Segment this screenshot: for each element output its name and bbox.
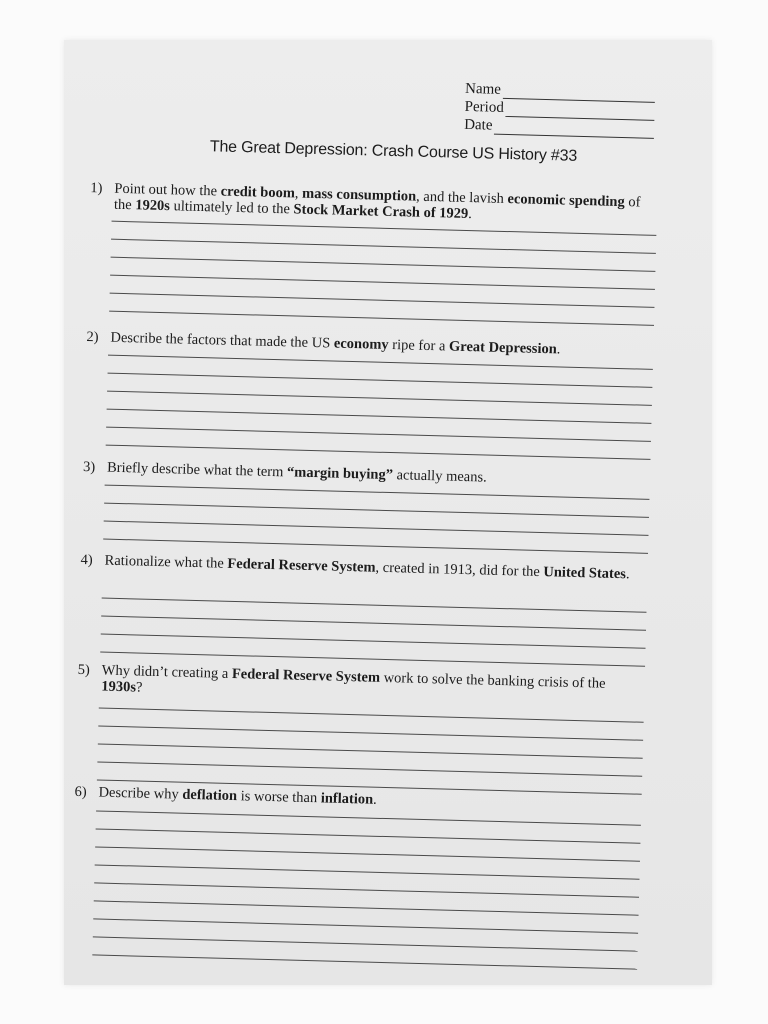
answer-lines-6[interactable] [92, 810, 641, 986]
answer-line[interactable] [93, 918, 638, 933]
answer-line[interactable] [110, 275, 655, 290]
question-number: 6) [74, 783, 87, 801]
answer-line[interactable] [97, 761, 642, 776]
question-key-term: inflation [320, 790, 374, 808]
question-number: 3) [82, 459, 96, 476]
answer-line[interactable] [107, 391, 652, 406]
date-blank-line[interactable] [494, 122, 654, 139]
answer-line[interactable] [96, 810, 641, 825]
question-text-part: Describe why [98, 784, 183, 803]
worksheet-content [52, 32, 725, 994]
answer-line[interactable] [96, 828, 641, 843]
answer-line[interactable] [98, 743, 643, 758]
question-text-part: , [294, 185, 303, 202]
question-key-term: economic spending [507, 191, 625, 211]
question-number: 5) [77, 661, 91, 679]
question-text-part: . [556, 341, 561, 358]
date-label: Date [463, 116, 493, 134]
answer-line[interactable] [104, 503, 649, 518]
answer-lines-1[interactable] [109, 221, 657, 343]
answer-line[interactable] [98, 725, 643, 740]
answer-line[interactable] [92, 954, 637, 969]
answer-line[interactable] [109, 311, 654, 326]
answer-line[interactable] [104, 521, 649, 536]
answer-line[interactable] [95, 846, 640, 861]
question-key-term: mass consumption [301, 185, 417, 205]
question-key-term: United States [543, 564, 627, 583]
question-number: 4) [80, 551, 93, 569]
question-key-term: “margin buying” [286, 464, 394, 484]
question-text-part: work to solve the banking crisis of the [379, 669, 606, 692]
answer-line[interactable] [94, 882, 639, 897]
question-text-part: ? [135, 679, 143, 696]
question-text-part: actually means. [392, 467, 487, 486]
question-text-part: . [468, 206, 473, 223]
answer-line[interactable] [101, 616, 646, 631]
question-text-part: of the [113, 194, 641, 214]
question-text-part: . [625, 566, 630, 583]
answer-line[interactable] [102, 598, 647, 613]
answer-line[interactable] [106, 445, 651, 460]
answer-line[interactable] [111, 257, 656, 272]
worksheet-title: The Great Depression: Crash Course US History #33 [209, 138, 578, 165]
answer-line[interactable] [106, 427, 651, 442]
question-key-term: Great Depression [448, 338, 557, 358]
question-text-part: is worse than [236, 788, 322, 807]
student-info-fields [464, 80, 655, 139]
answer-line[interactable] [110, 293, 655, 308]
question-text-part: Why didn’t creating a [101, 662, 233, 682]
question-text-part: Briefly describe what the term [106, 459, 288, 481]
question-text-part: , created in 1913, did for the [375, 559, 544, 581]
question-key-term: credit boom [220, 183, 296, 202]
question-number: 1) [90, 180, 103, 197]
question-text-part: , and the lavish [415, 188, 508, 208]
question-key-term: Federal Reserve System [231, 665, 381, 686]
period-label: Period [464, 98, 505, 116]
question-key-term: Stock Market Crash of 1929 [293, 201, 469, 222]
answer-line[interactable] [101, 634, 646, 649]
answer-line[interactable] [99, 707, 644, 722]
answer-line[interactable] [107, 409, 652, 424]
question-1 [90, 180, 651, 227]
answer-line[interactable] [95, 864, 640, 879]
question-text-part: Rationalize what the [104, 552, 228, 572]
name-label: Name [464, 80, 502, 98]
question-text-part: Describe the factors that made the US [110, 329, 335, 352]
question-text-part: ripe for a [388, 336, 450, 355]
question-key-term: 1920s [135, 197, 171, 215]
question-number: 2) [86, 329, 99, 346]
question-text [114, 181, 651, 227]
answer-line[interactable] [103, 539, 648, 554]
answer-line[interactable] [108, 373, 653, 388]
question-text-part: ultimately led to the [169, 198, 294, 218]
answer-lines-2[interactable] [105, 355, 653, 477]
question-text-part: Point out how the [114, 180, 221, 200]
question-key-term: economy [333, 335, 389, 353]
question-key-term: Federal Reserve System [227, 555, 376, 576]
question-key-term: deflation [182, 786, 238, 805]
answer-line[interactable] [111, 239, 656, 254]
question-text-part: . [372, 791, 377, 808]
question-key-term: 1930s [101, 678, 137, 696]
answer-line[interactable] [94, 900, 639, 915]
answer-line[interactable] [93, 936, 638, 951]
